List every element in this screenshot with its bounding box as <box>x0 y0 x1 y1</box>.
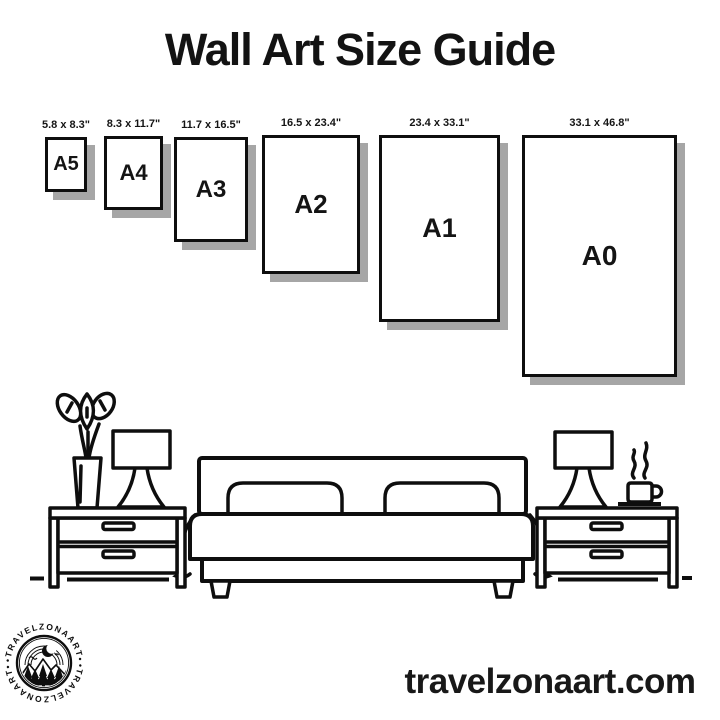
page-title: Wall Art Size Guide <box>164 24 556 75</box>
table-lamp-right-icon <box>555 432 612 507</box>
size-name-a3: A3 <box>195 175 227 203</box>
pillow-icon <box>385 483 499 514</box>
paper-a2 <box>262 135 360 274</box>
nightstand-left-illustration <box>50 508 185 587</box>
paper-a1 <box>379 135 500 322</box>
nightstand-right-illustration <box>537 508 677 587</box>
brand-logo-badge <box>2 621 86 705</box>
double-bed-illustration <box>176 458 549 597</box>
paper-a4 <box>104 136 163 210</box>
drawer-handle <box>591 523 622 530</box>
size-dimensions-a3: 11.7 x 16.5" <box>181 119 241 131</box>
bed-leg <box>494 581 513 597</box>
drawer-handle <box>103 551 134 558</box>
size-dimensions-a5: 5.8 x 8.3" <box>41 119 91 131</box>
size-dimensions-a2: 16.5 x 23.4" <box>280 117 342 129</box>
size-frame-a4 <box>104 118 163 210</box>
mattress <box>190 514 533 559</box>
bedroom-scene-illustration <box>0 382 720 600</box>
size-name-a5: A5 <box>53 153 79 175</box>
drawer-handle <box>103 523 134 530</box>
size-dimensions-a4: 8.3 x 11.7" <box>106 118 161 130</box>
size-frame-a0 <box>522 117 677 377</box>
nightstand-top <box>537 508 677 518</box>
paper-a0 <box>522 135 677 377</box>
size-dimensions-a1: 23.4 x 33.1" <box>409 117 470 129</box>
logo-ring-text-bottom: •TRAVELZONAART• <box>2 663 86 705</box>
size-frame-a5 <box>41 119 91 192</box>
steam-icon <box>632 450 635 478</box>
size-name-a2: A2 <box>294 189 328 219</box>
size-name-a4: A4 <box>119 160 148 185</box>
paper-a3 <box>174 137 248 242</box>
logo-ring-text-top: •TRAVELZONAART• <box>2 621 86 663</box>
website-url: travelzonaart.com <box>404 662 696 701</box>
size-frame-a3 <box>174 119 248 242</box>
size-name-a0: A0 <box>581 240 618 271</box>
size-name-a1: A1 <box>422 213 457 243</box>
table-lamp-left-icon <box>113 431 170 507</box>
bed-leg <box>211 581 230 597</box>
nightstand-top <box>50 508 185 518</box>
size-frame-a1 <box>379 117 500 322</box>
plant-vase-icon <box>52 389 118 508</box>
size-dimensions-a0: 33.1 x 46.8" <box>569 117 630 129</box>
bed-base <box>202 559 523 581</box>
steam-icon <box>644 443 647 478</box>
coffee-cup-icon <box>618 443 662 504</box>
drawer-handle <box>591 551 622 558</box>
paper-a5 <box>45 137 87 192</box>
pillow-icon <box>228 483 342 514</box>
size-frame-a2 <box>262 117 360 274</box>
